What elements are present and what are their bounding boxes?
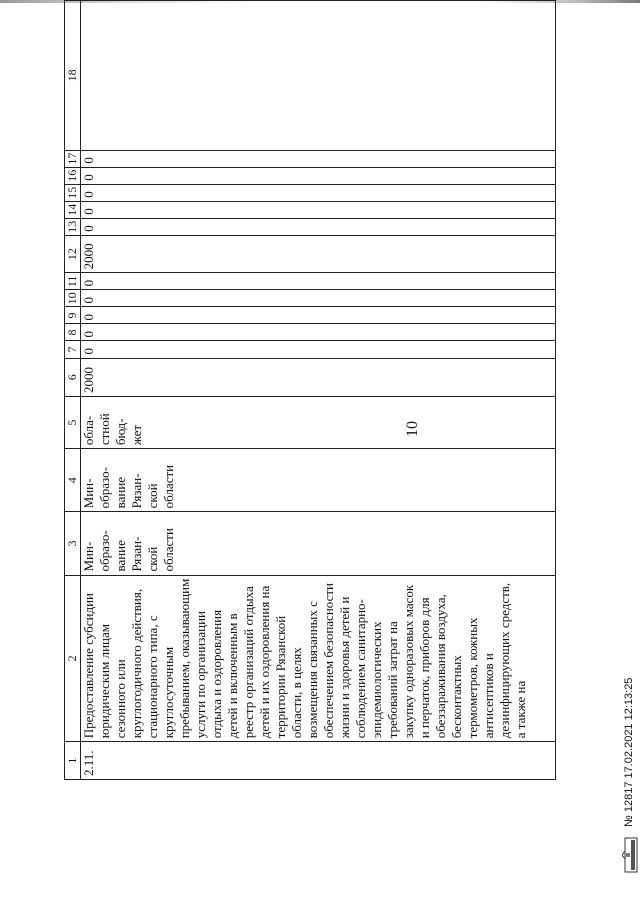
- header-col-17: 17: [65, 150, 81, 167]
- row-value-12: 2000: [81, 235, 556, 273]
- registry-seal-icon: [622, 837, 638, 873]
- table-row: [81, 1, 556, 780]
- header-col-13: 13: [65, 218, 81, 235]
- header-col-15: 15: [65, 184, 81, 201]
- header-col-11: 11: [65, 273, 81, 290]
- program-table: [64, 0, 556, 780]
- header-col-7: 7: [65, 341, 81, 358]
- row-value-13: 0: [81, 218, 556, 235]
- header-col-12: 12: [65, 235, 81, 273]
- header-col-10: 10: [65, 290, 81, 307]
- row-value-10: 0: [81, 290, 556, 307]
- header-col-16: 16: [65, 167, 81, 184]
- header-col-4: 4: [65, 449, 81, 512]
- header-col-1: 1: [65, 742, 81, 780]
- row-description: Предоставление субсидии юридическим лицам сезонного или круглогодичного действия, стационарного типа, с круглосуточным пребыванием, оказывающим услуги по организации отдыха и оздоровления детей и включенным в реестр организаций отдыха детей и их оздоровления на территории Рязанской области, в целях возмещения связанных с обеспечением безопасности жизни и здоровья детей и соблюдением санитарно-эпидемиологических требований затрат на закупку одноразовых масок и перчаток, приборов для обеззараживания воздуха, бесконтактных термометров, кожных антисептиков и дезинфицирующих средств, а также на: [81, 575, 556, 742]
- row-executor: Мин- образо- вание Рязан- ской области: [81, 512, 556, 575]
- page-number: 10: [404, 421, 421, 437]
- row-value-15: 0: [81, 184, 556, 201]
- row-number: 2.11.: [81, 742, 556, 780]
- header-col-2: 2: [65, 575, 81, 742]
- header-col-8: 8: [65, 324, 81, 341]
- row-value-11: 0: [81, 273, 556, 290]
- header-col-9: 9: [65, 307, 81, 324]
- row-col-18: [81, 1, 556, 151]
- row-value-6: 2000: [81, 358, 556, 396]
- header-col-6: 6: [65, 358, 81, 396]
- row-participant: Мин- образо- вание Рязан- ской области: [81, 449, 556, 512]
- row-value-17: 0: [81, 150, 556, 167]
- row-value-7: 0: [81, 341, 556, 358]
- row-value-16: 0: [81, 167, 556, 184]
- header-col-3: 3: [65, 512, 81, 575]
- registration-stamp: [622, 353, 640, 873]
- row-value-8: 0: [81, 324, 556, 341]
- row-value-14: 0: [81, 201, 556, 218]
- registration-number: № 12817 17.02.2021 12:13:25: [623, 677, 635, 827]
- header-col-18: 18: [65, 1, 81, 151]
- row-value-9: 0: [81, 307, 556, 324]
- header-col-14: 14: [65, 201, 81, 218]
- header-col-5: 5: [65, 396, 81, 448]
- row-funding-source: обла- стной бюд- жет: [81, 396, 556, 448]
- table-header-row: [65, 1, 81, 780]
